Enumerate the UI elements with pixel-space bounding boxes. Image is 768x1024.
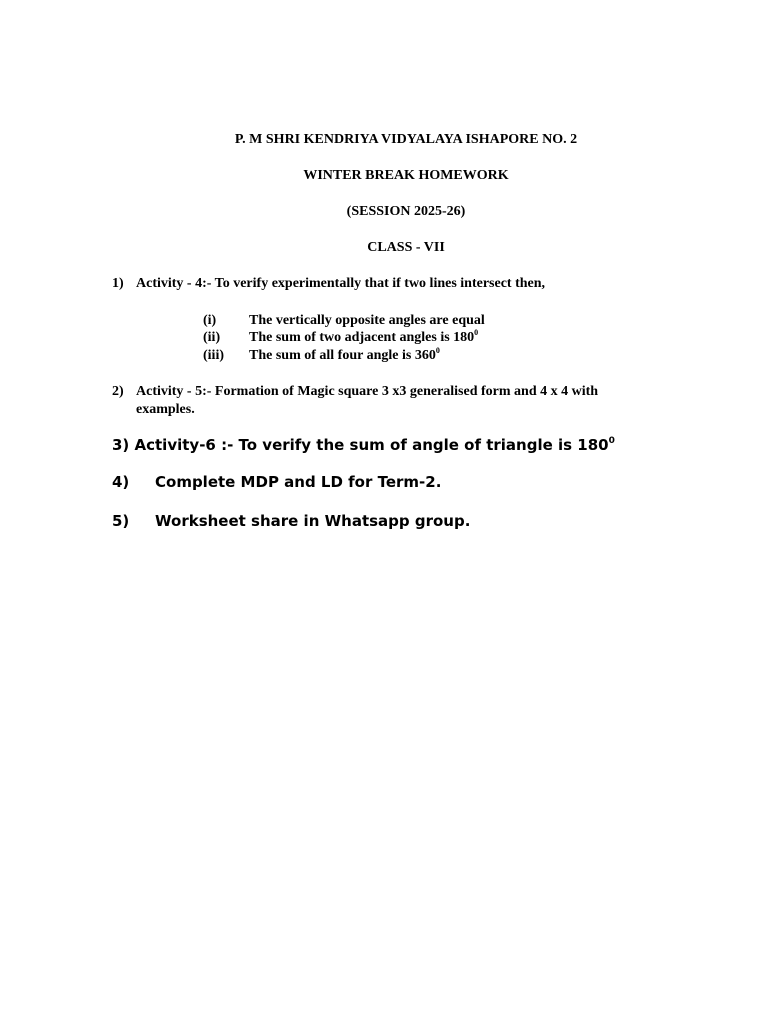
degree-superscript: 0 (435, 346, 440, 355)
sub-item-text: The sum of all four angle is $360^0$ (249, 346, 440, 363)
item-text: Complete MDP and LD for Term-2. (155, 473, 442, 491)
degree-superscript: 0 (608, 436, 615, 446)
sub-item-numeral: (ii) (203, 330, 221, 345)
sub-item-numeral: (i) (203, 313, 217, 328)
item-text: Activity - 4:- To verify experimentally that if two lines intersect then, (136, 276, 546, 291)
school-name: P. M SHRI KENDRIYA VIDYALAYA ISHAPORE NO. 2 (234, 132, 578, 147)
item-text: 3) Activity-6 :- To verify the sum of angle of triangle is $180^0$ (112, 436, 615, 454)
session-line: (SESSION 2025-26) (346, 204, 466, 219)
item-number: 1) (112, 276, 124, 291)
homework-title: WINTER BREAK HOMEWORK (303, 168, 509, 183)
sub-item-text: The vertically opposite angles are equal (249, 313, 485, 328)
degree-superscript: 0 (474, 328, 479, 337)
item-text-line-2: examples. (136, 402, 195, 417)
item-text-line-1: Activity - 5:- Formation of Magic square 3 x3 generalised form and 4 x 4 with (136, 384, 599, 399)
sub-item-numeral: (iii) (203, 348, 224, 363)
item-number: 4) (112, 473, 130, 491)
class-line: CLASS - VII (367, 240, 445, 255)
item-number: 5) (112, 512, 130, 530)
item-text: Worksheet share in Whatsapp group. (155, 512, 471, 530)
item-number: 2) (112, 384, 124, 399)
sub-item-text: The sum of two adjacent angles is $180^0$ (249, 328, 479, 345)
